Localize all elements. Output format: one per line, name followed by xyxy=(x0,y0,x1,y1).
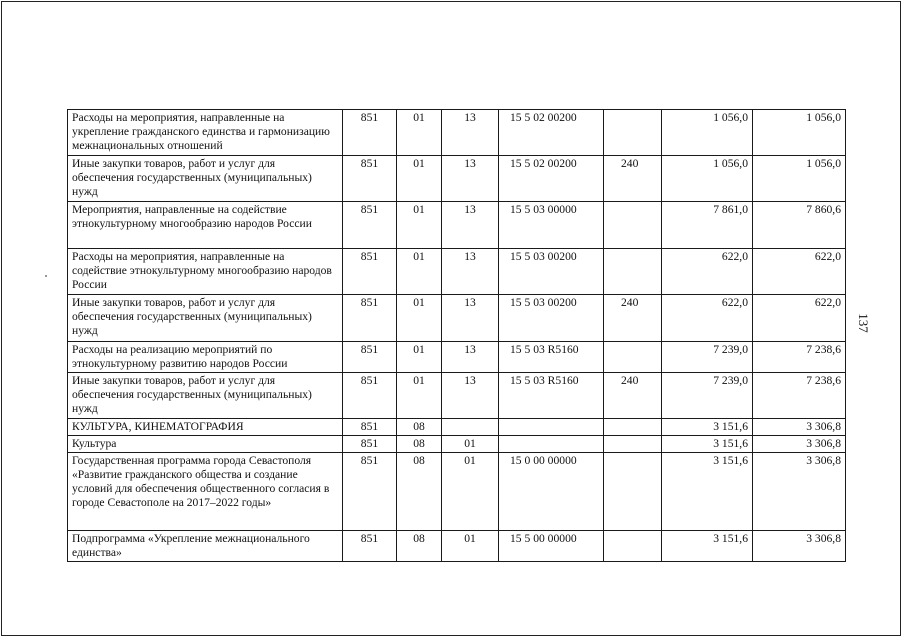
subsection-cell xyxy=(442,419,499,436)
budget-table xyxy=(67,109,846,562)
subsection-cell: 13 xyxy=(442,295,499,342)
grbs-cell: 851 xyxy=(343,110,397,156)
grbs-cell: 851 xyxy=(343,156,397,202)
amount-1-cell: 7 239,0 xyxy=(662,342,753,373)
expense-type-cell xyxy=(604,342,662,373)
target-article-cell: 15 5 02 00200 xyxy=(499,156,604,202)
amount-1-cell: 3 151,6 xyxy=(662,531,753,562)
section-cell: 08 xyxy=(397,436,442,453)
subsection-cell: 01 xyxy=(442,436,499,453)
row-name-cell: Иные закупки товаров, работ и услуг для обеспечения государственных (муниципальных) нужд xyxy=(68,295,343,342)
expense-type-cell xyxy=(604,419,662,436)
grbs-cell: 851 xyxy=(343,249,397,295)
row-name-cell: Подпрограмма «Укрепление межнационального единства» xyxy=(68,531,343,562)
amount-1-cell: 7 239,0 xyxy=(662,373,753,419)
amount-1-cell: 3 151,6 xyxy=(662,453,753,531)
amount-2-cell: 3 306,8 xyxy=(753,531,846,562)
grbs-cell: 851 xyxy=(343,419,397,436)
section-cell: 08 xyxy=(397,531,442,562)
table-row xyxy=(68,202,846,249)
target-article-cell: 15 5 02 00200 xyxy=(499,110,604,156)
expense-type-cell xyxy=(604,453,662,531)
subsection-cell: 13 xyxy=(442,156,499,202)
section-cell: 01 xyxy=(397,373,442,419)
target-article-cell: 15 5 03 00000 xyxy=(499,202,604,249)
expense-type-cell xyxy=(604,249,662,295)
amount-1-cell: 622,0 xyxy=(662,295,753,342)
target-article-cell: 15 5 00 00000 xyxy=(499,531,604,562)
section-cell: 01 xyxy=(397,202,442,249)
grbs-cell: 851 xyxy=(343,531,397,562)
table-row xyxy=(68,453,846,531)
amount-1-cell: 3 151,6 xyxy=(662,436,753,453)
amount-1-cell: 7 861,0 xyxy=(662,202,753,249)
amount-2-cell: 7 238,6 xyxy=(753,342,846,373)
row-name-cell: Государственная программа города Севастополя «Развитие гражданского общества и создание условий для обеспечения общественного согласия в городе Севастополе на 2017–2022 годы» xyxy=(68,453,343,531)
subsection-cell: 01 xyxy=(442,531,499,562)
expense-type-cell xyxy=(604,436,662,453)
target-article-cell: 15 5 03 R5160 xyxy=(499,373,604,419)
grbs-cell: 851 xyxy=(343,342,397,373)
row-name-cell: КУЛЬТУРА, КИНЕМАТОГРАФИЯ xyxy=(68,419,343,436)
table-row xyxy=(68,342,846,373)
table-row xyxy=(68,436,846,453)
section-cell: 01 xyxy=(397,156,442,202)
section-cell: 01 xyxy=(397,249,442,295)
grbs-cell: 851 xyxy=(343,202,397,249)
row-name-cell: Расходы на реализацию мероприятий по этнокультурному развитию народов России xyxy=(68,342,343,373)
amount-2-cell: 622,0 xyxy=(753,295,846,342)
amount-2-cell: 1 056,0 xyxy=(753,110,846,156)
expense-type-cell: 240 xyxy=(604,156,662,202)
budget-table-body xyxy=(68,110,846,562)
section-cell: 08 xyxy=(397,419,442,436)
subsection-cell: 13 xyxy=(442,202,499,249)
target-article-cell: 15 5 03 00200 xyxy=(499,249,604,295)
subsection-cell: 13 xyxy=(442,110,499,156)
amount-2-cell: 7 238,6 xyxy=(753,373,846,419)
amount-2-cell: 3 306,8 xyxy=(753,453,846,531)
target-article-cell: 15 0 00 00000 xyxy=(499,453,604,531)
section-cell: 01 xyxy=(397,295,442,342)
amount-1-cell: 622,0 xyxy=(662,249,753,295)
target-article-cell xyxy=(499,419,604,436)
target-article-cell: 15 5 03 00200 xyxy=(499,295,604,342)
table-row xyxy=(68,156,846,202)
target-article-cell: 15 5 03 R5160 xyxy=(499,342,604,373)
table-row xyxy=(68,373,846,419)
section-cell: 01 xyxy=(397,110,442,156)
expense-type-cell: 240 xyxy=(604,295,662,342)
row-name-cell: Мероприятия, направленные на содействие этнокультурному многообразию народов России xyxy=(68,202,343,249)
subsection-cell: 01 xyxy=(442,453,499,531)
table-row xyxy=(68,110,846,156)
table-row xyxy=(68,419,846,436)
expense-type-cell xyxy=(604,531,662,562)
table-row xyxy=(68,531,846,562)
amount-2-cell: 3 306,8 xyxy=(753,436,846,453)
section-cell: 01 xyxy=(397,342,442,373)
subsection-cell: 13 xyxy=(442,342,499,373)
expense-type-cell xyxy=(604,202,662,249)
grbs-cell: 851 xyxy=(343,295,397,342)
table-row xyxy=(68,249,846,295)
grbs-cell: 851 xyxy=(343,453,397,531)
amount-2-cell: 3 306,8 xyxy=(753,419,846,436)
subsection-cell: 13 xyxy=(442,249,499,295)
table-row xyxy=(68,295,846,342)
grbs-cell: 851 xyxy=(343,373,397,419)
subsection-cell: 13 xyxy=(442,373,499,419)
amount-2-cell: 7 860,6 xyxy=(753,202,846,249)
amount-2-cell: 1 056,0 xyxy=(753,156,846,202)
expense-type-cell xyxy=(604,110,662,156)
row-name-cell: Иные закупки товаров, работ и услуг для обеспечения государственных (муниципальных) нужд xyxy=(68,156,343,202)
section-cell: 08 xyxy=(397,453,442,531)
row-name-cell: Иные закупки товаров, работ и услуг для обеспечения государственных (муниципальных) нужд xyxy=(68,373,343,419)
scan-speck xyxy=(45,275,47,277)
amount-1-cell: 1 056,0 xyxy=(662,156,753,202)
amount-2-cell: 622,0 xyxy=(753,249,846,295)
grbs-cell: 851 xyxy=(343,436,397,453)
expense-type-cell: 240 xyxy=(604,373,662,419)
amount-1-cell: 3 151,6 xyxy=(662,419,753,436)
row-name-cell: Расходы на мероприятия, направленные на содействие этнокультурному многообразию народов России xyxy=(68,249,343,295)
row-name-cell: Культура xyxy=(68,436,343,453)
target-article-cell xyxy=(499,436,604,453)
row-name-cell: Расходы на мероприятия, направленные на укрепление гражданского единства и гармонизацию межнациональных отношений xyxy=(68,110,343,156)
amount-1-cell: 1 056,0 xyxy=(662,110,753,156)
page-number: 137 xyxy=(856,313,871,333)
